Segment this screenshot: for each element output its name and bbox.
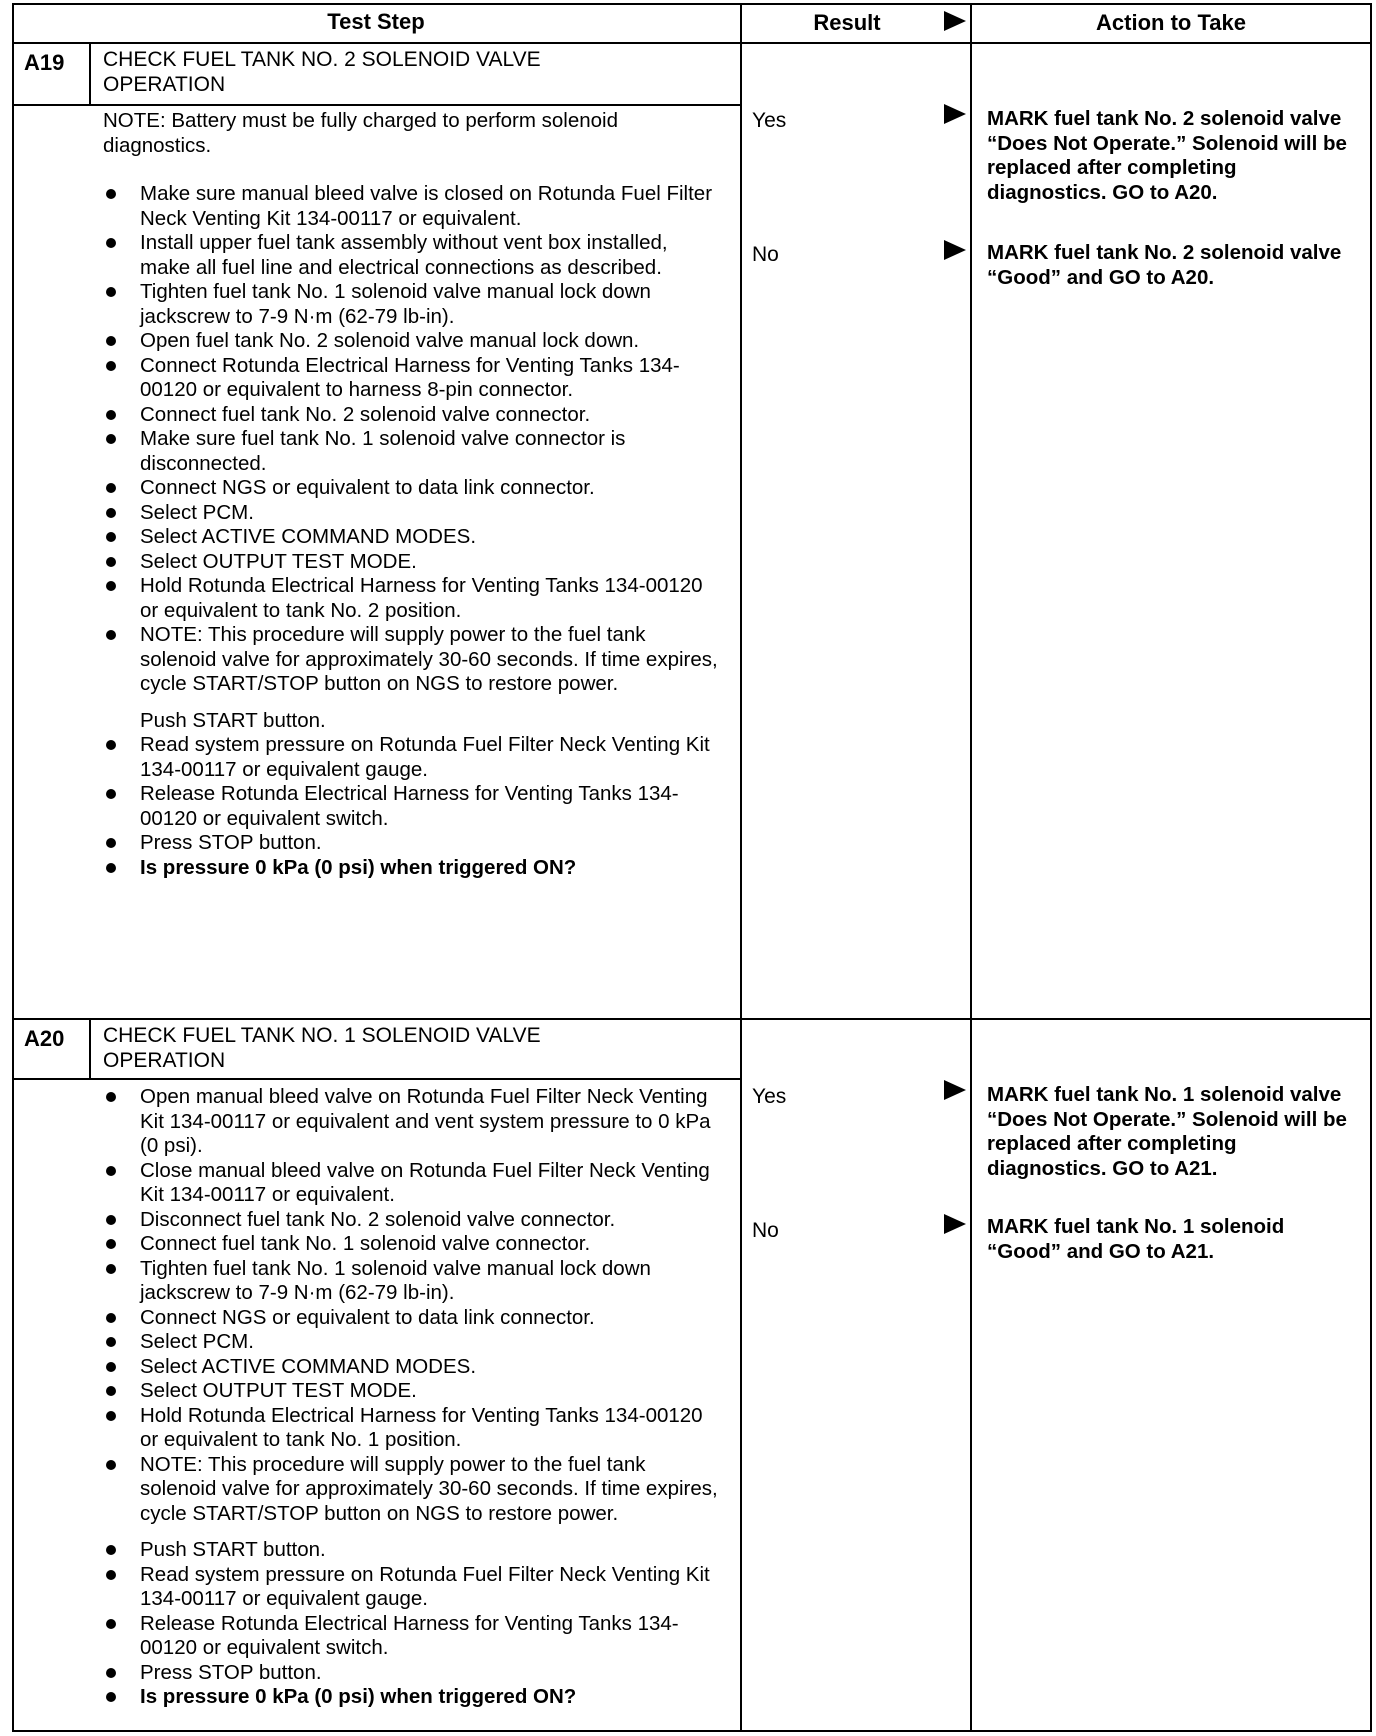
goto-step-ref: A21 bbox=[1174, 1156, 1212, 1180]
list-item: Select PCM. bbox=[103, 501, 718, 526]
step-body bbox=[103, 109, 718, 880]
header-result: Result bbox=[813, 10, 881, 35]
a20-title-rule bbox=[12, 1078, 742, 1080]
a19-title-rule bbox=[12, 104, 742, 106]
header-arrow-icon bbox=[944, 11, 966, 31]
action-text: MARK fuel tank No. 2 solenoid valve “Good” and GO to A20. bbox=[987, 241, 1342, 289]
list-item: Connect Rotunda Electrical Harness for Venting Tanks 134-00120 or equivalent to harness 8-pin connector. bbox=[103, 354, 718, 403]
step-title bbox=[103, 1024, 723, 1073]
step-title-line: OPERATION bbox=[103, 1048, 226, 1072]
list-item: Hold Rotunda Electrical Harness for Venting Tanks 134-00120 or equivalent to tank No. 1 position. bbox=[103, 1404, 718, 1453]
goto-step-ref: A20 bbox=[1174, 180, 1212, 204]
list-item: Select ACTIVE COMMAND MODES. bbox=[103, 525, 718, 550]
list-item: Push START button. bbox=[103, 1538, 718, 1563]
list-item: Make sure manual bleed valve is closed on Rotunda Fuel Filter Neck Venting Kit 134-00117 or equivalent. bbox=[103, 182, 718, 231]
step-title-line: CHECK FUEL TANK NO. 1 SOLENOID VALVE bbox=[103, 1024, 541, 1047]
list-item: Disconnect fuel tank No. 2 solenoid valve connector. bbox=[103, 1208, 718, 1233]
step-note: NOTE: Battery must be fully charged to perform solenoid diagnostics. bbox=[103, 109, 619, 157]
list-item: Hold Rotunda Electrical Harness for Venting Tanks 134-00120 or equivalent to tank No. 2 position. bbox=[103, 574, 718, 623]
step-body bbox=[103, 1085, 718, 1710]
list-item: Release Rotunda Electrical Harness for Venting Tanks 134-00120 or equivalent switch. bbox=[103, 782, 718, 831]
list-item: Connect NGS or equivalent to data link connector. bbox=[103, 1306, 718, 1331]
result-arrow-icon bbox=[944, 240, 966, 260]
list-item: Tighten fuel tank No. 1 solenoid valve manual lock down jackscrew to 7-9 N·m (62-79 lb-in). bbox=[103, 280, 718, 329]
result-label: No bbox=[752, 243, 779, 266]
result-label: Yes bbox=[752, 109, 787, 132]
goto-step-ref: A20 bbox=[1170, 265, 1209, 289]
list-item: Push START button. bbox=[140, 708, 326, 732]
list-item: Press STOP button. bbox=[103, 831, 718, 856]
step-code: A19 bbox=[24, 50, 65, 75]
section-divider-rule bbox=[12, 1018, 1372, 1020]
result-arrow-icon bbox=[944, 104, 966, 124]
step-title-line: OPERATION bbox=[103, 72, 226, 96]
step-code: A20 bbox=[24, 1026, 65, 1051]
step-title-line: CHECK FUEL TANK NO. 2 SOLENOID VALVE bbox=[103, 48, 541, 71]
header-bottom-rule bbox=[12, 42, 1372, 44]
list-item: Press STOP button. bbox=[103, 1661, 718, 1686]
list-item: Is pressure 0 kPa (0 psi) when triggered ON? bbox=[103, 856, 718, 881]
result-arrow-icon bbox=[944, 1080, 966, 1100]
action-text: MARK fuel tank No. 2 solenoid valve “Does Not Operate.” Solenoid will be replaced after completing diagnostics. GO to A20. bbox=[987, 107, 1347, 204]
list-item: Connect fuel tank No. 1 solenoid valve connector. bbox=[103, 1232, 718, 1257]
action-text: MARK fuel tank No. 1 solenoid “Good” and GO to A21. bbox=[987, 1215, 1285, 1263]
table-top-border bbox=[12, 3, 1372, 5]
list-item: Select PCM. bbox=[103, 1330, 718, 1355]
table-left-border bbox=[12, 3, 14, 1732]
step-list bbox=[103, 182, 718, 880]
result-arrow-icon bbox=[944, 1214, 966, 1234]
result-action-rule bbox=[970, 3, 972, 1732]
list-item: NOTE: This procedure will supply power to the fuel tank solenoid valve for approximately 30-60 seconds. If time expires, cycle START/STOP button on NGS to restore power. bbox=[103, 1453, 718, 1527]
step-title bbox=[103, 48, 723, 97]
list-item: Make sure fuel tank No. 1 solenoid valve connector is disconnected. bbox=[103, 427, 718, 476]
table-bottom-border bbox=[12, 1730, 1372, 1732]
header-action: Action to Take bbox=[1096, 10, 1246, 35]
result-label: Yes bbox=[752, 1085, 787, 1108]
list-item: Connect fuel tank No. 2 solenoid valve connector. bbox=[103, 403, 718, 428]
header-test-step: Test Step bbox=[327, 9, 425, 34]
goto-step-ref: A21 bbox=[1170, 1239, 1209, 1263]
list-item: Select OUTPUT TEST MODE. bbox=[103, 550, 718, 575]
list-item: Tighten fuel tank No. 1 solenoid valve manual lock down jackscrew to 7-9 N·m (62-79 lb-in). bbox=[103, 1257, 718, 1306]
list-item: Read system pressure on Rotunda Fuel Filter Neck Venting Kit 134-00117 or equivalent gauge. bbox=[103, 1563, 718, 1612]
list-item: Is pressure 0 kPa (0 psi) when triggered ON? bbox=[103, 1685, 718, 1710]
a19-code-rule bbox=[89, 42, 91, 106]
list-item: Release Rotunda Electrical Harness for Venting Tanks 134-00120 or equivalent switch. bbox=[103, 1612, 718, 1661]
list-item: Install upper fuel tank assembly without vent box installed, make all fuel line and electrical connections as described. bbox=[103, 231, 718, 280]
list-item: Connect NGS or equivalent to data link connector. bbox=[103, 476, 718, 501]
table-right-border bbox=[1370, 3, 1372, 1732]
list-item: Select OUTPUT TEST MODE. bbox=[103, 1379, 718, 1404]
a20-code-rule bbox=[89, 1018, 91, 1080]
list-item: NOTE: This procedure will supply power to the fuel tank solenoid valve for approximately 30-60 seconds. If time expires, cycle START/STOP button on NGS to restore power. bbox=[103, 623, 718, 697]
action-text: MARK fuel tank No. 1 solenoid valve “Does Not Operate.” Solenoid will be replaced after completing diagnostics. GO to A21. bbox=[987, 1083, 1347, 1180]
teststep-result-rule bbox=[740, 3, 742, 1732]
list-item: Open manual bleed valve on Rotunda Fuel Filter Neck Venting Kit 134-00117 or equivalent and vent system pressure to 0 kPa (0 psi). bbox=[103, 1085, 718, 1159]
list-item: Open fuel tank No. 2 solenoid valve manual lock down. bbox=[103, 329, 718, 354]
result-label: No bbox=[752, 1219, 779, 1242]
step-list bbox=[103, 1085, 718, 1710]
list-item: Read system pressure on Rotunda Fuel Filter Neck Venting Kit 134-00117 or equivalent gauge. bbox=[103, 733, 718, 782]
list-item: Close manual bleed valve on Rotunda Fuel Filter Neck Venting Kit 134-00117 or equivalent. bbox=[103, 1159, 718, 1208]
list-item: Select ACTIVE COMMAND MODES. bbox=[103, 1355, 718, 1380]
